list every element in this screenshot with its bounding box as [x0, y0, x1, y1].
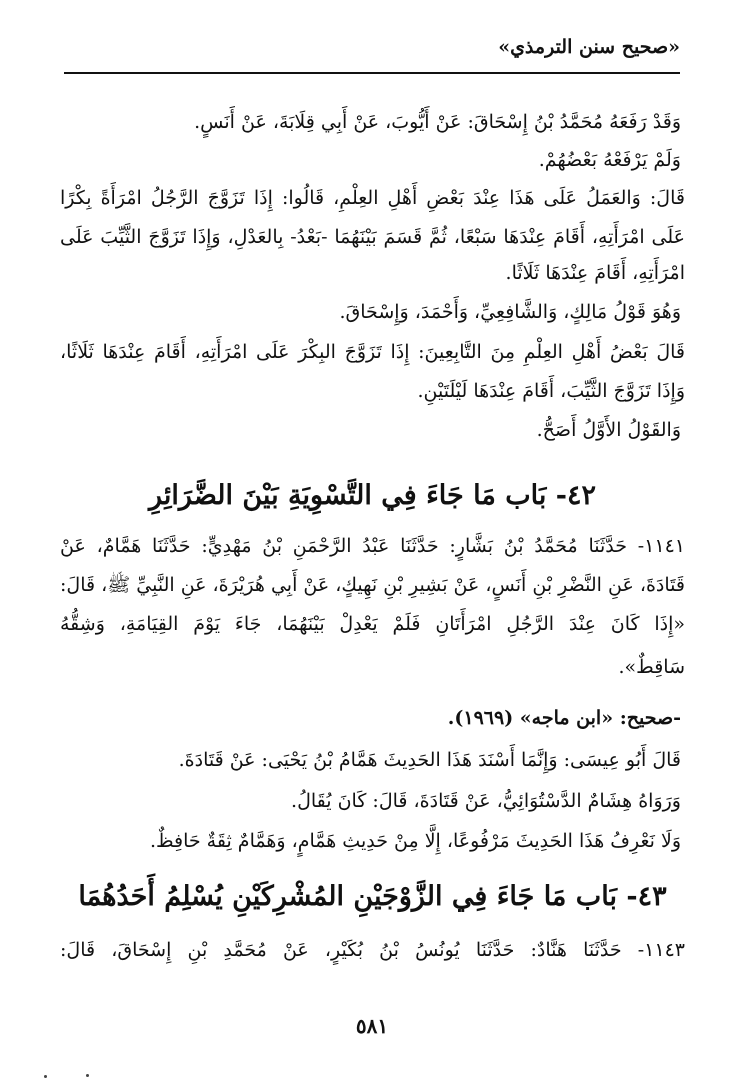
hadith-line: سَاقِطٌ». — [618, 656, 685, 678]
text-line: وَهُوَ قَوْلُ مَالِكٍ، وَالشَّافِعِيِّ، وَأَحْمَدَ، وَإِسْحَاقَ. — [339, 301, 681, 323]
text-line: وَلَمْ يَرْفَعْهُ بَعْضُهُمْ. — [538, 149, 681, 171]
hadith-line: قَتَادَةَ، عَنِ النَّضْرِ بْنِ أَنَسٍ، عَنْ بَشِيرِ بْنِ نَهِيكٍ، عَنْ أَبِي هُرَيْرَةَ، عَنِ النَّبِيِّ ﷺ، قَالَ: — [60, 574, 685, 596]
text-line: وَالقَوْلُ الأَوَّلُ أَصَحُّ. — [536, 419, 681, 441]
chapter-heading-42: ٤٢- بَاب مَا جَاءَ فِي التَّسْوِيَةِ بَيْنَ الضَّرَائِرِ — [149, 480, 596, 511]
text-line: وَقَدْ رَفَعَهُ مُحَمَّدُ بْنُ إِسْحَاقَ: عَنْ أَيُّوبَ، عَنْ أَبِي قِلَابَةَ، عَنْ أَنَسٍ. — [194, 111, 681, 133]
text-line: امْرَأَتِهِ، أَقَامَ عِنْدَهَا ثَلَاثًا. — [505, 262, 685, 284]
text-line: قَالَ أَبُو عِيسَى: وَإِنَّمَا أَسْنَدَ هَذَا الحَدِيثَ هَمَّامُ بْنُ يَحْيَى: عَنْ قَتَادَةَ. — [178, 749, 681, 771]
scan-speck — [86, 1074, 89, 1077]
running-head-book-title: «صحيح سنن الترمذي» — [498, 36, 680, 58]
text-line: وَرَوَاهُ هِشَامٌ الدَّسْتُوَائِيُّ، عَنْ قَتَادَةَ، قَالَ: كَانَ يُقَالُ. — [291, 790, 681, 812]
grading-note: -صحيح: «ابن ماجه» (١٩٦٩). — [447, 707, 681, 729]
hadith-line: ١١٤١- حَدَّثَنَا مُحَمَّدُ بْنُ بَشَّارٍ: حَدَّثَنَا عَبْدُ الرَّحْمَنِ بْنُ مَهْدِيٍّ: حَدَّثَنَا هَمَّامٌ، عَنْ — [60, 535, 685, 557]
text-line: عَلَى امْرَأَتِهِ، أَقَامَ عِنْدَهَا سَبْعًا، ثُمَّ قَسَمَ بَيْنَهُمَا -بَعْدُ- بِالعَدْلِ، وَإِذَا تَزَوَّجَ الثَّيِّبَ عَلَى — [60, 226, 685, 248]
page-number: ٥٨١ — [355, 1014, 389, 1038]
text-line: قَالَ بَعْضُ أَهْلِ العِلْمِ مِنَ التَّابِعِينَ: إِذَا تَزَوَّجَ البِكْرَ عَلَى امْرَأَتِهِ، أَقَامَ عِنْدَهَا ثَلَاثًا، — [60, 341, 685, 363]
chapter-heading-43: ٤٣- بَاب مَا جَاءَ فِي الزَّوْجَيْنِ المُشْرِكَيْنِ يُسْلِمُ أَحَدُهُمَا — [78, 881, 667, 912]
scan-speck — [44, 1075, 47, 1078]
text-line: وَإِذَا تَزَوَّجَ الثَّيِّبَ، أَقَامَ عِنْدَهَا لَيْلَتَيْنِ. — [417, 380, 685, 402]
header-divider — [64, 72, 680, 74]
hadith-line: ١١٤٣- حَدَّثَنَا هَنَّادٌ: حَدَّثَنَا يُونُسُ بْنُ بُكَيْرٍ، عَنْ مُحَمَّدِ بْنِ إِسْحَاقَ، قَالَ: — [60, 939, 685, 961]
text-line: وَلَا نَعْرِفُ هَذَا الحَدِيثَ مَرْفُوعًا، إِلَّا مِنْ حَدِيثِ هَمَّامٍ، وَهَمَّامٌ ثِقَةٌ حَافِظٌ. — [149, 830, 681, 852]
hadith-line: «إِذَا كَانَ عِنْدَ الرَّجُلِ امْرَأَتَانِ فَلَمْ يَعْدِلْ بَيْنَهُمَا، جَاءَ يَوْمَ القِيَامَةِ، وَشِقُّهُ — [60, 613, 685, 635]
text-line: قَالَ: وَالعَمَلُ عَلَى هَذَا عِنْدَ بَعْضِ أَهْلِ العِلْمِ، قَالُوا: إِذَا تَزَوَّجَ الرَّجُلُ امْرَأَةً بِكْرًا — [60, 187, 685, 209]
